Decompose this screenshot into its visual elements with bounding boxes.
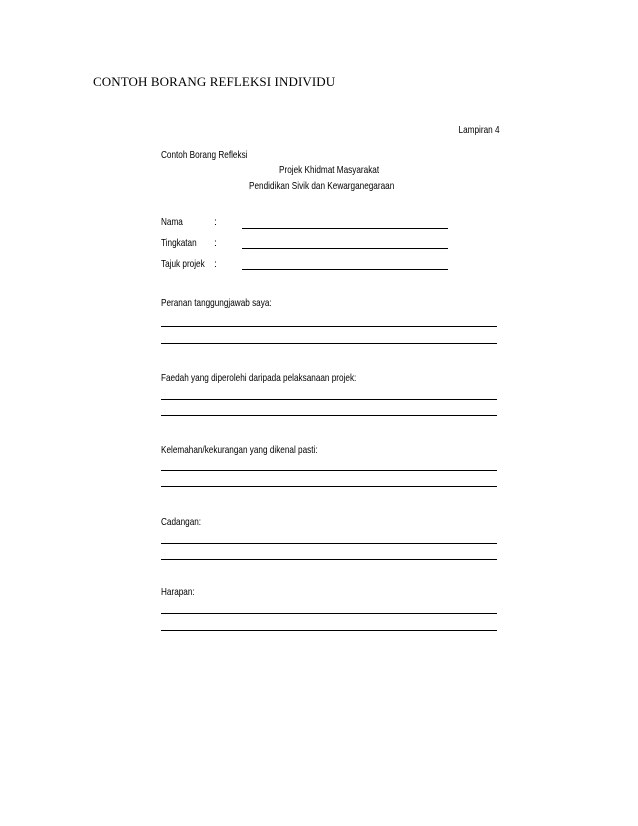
- answer-line[interactable]: [161, 399, 497, 400]
- appendix-label: Lampiran 4: [459, 124, 500, 136]
- answer-line[interactable]: [161, 630, 497, 631]
- section-label: Cadangan:: [161, 516, 202, 528]
- field-label: Tajuk projek: [161, 258, 205, 270]
- project-title: Projek Khidmat Masyarakat: [279, 164, 380, 176]
- section-label: Harapan:: [161, 586, 195, 598]
- section-label: Kelemahan/kekurangan yang dikenal pasti:: [161, 444, 318, 456]
- document-heading: CONTOH BORANG REFLEKSI INDIVIDU: [93, 74, 336, 89]
- tajuk-projek-input-line[interactable]: [242, 269, 448, 270]
- section-label: Peranan tanggungjawab saya:: [161, 297, 272, 309]
- section-label: Faedah yang diperolehi daripada pelaksanaan projek:: [161, 372, 357, 384]
- field-label: Nama: [161, 216, 183, 228]
- subject-title: Pendidikan Sivik dan Kewarganegaraan: [249, 180, 395, 192]
- answer-line[interactable]: [161, 470, 497, 471]
- answer-line[interactable]: [161, 486, 497, 487]
- form-title: Contoh Borang Refleksi: [161, 149, 248, 161]
- answer-line[interactable]: [161, 613, 497, 614]
- field-label: Tingkatan: [161, 237, 197, 249]
- field-colon: :: [214, 258, 217, 270]
- tingkatan-input-line[interactable]: [242, 248, 448, 249]
- answer-line[interactable]: [161, 415, 497, 416]
- field-colon: :: [214, 237, 217, 249]
- answer-line[interactable]: [161, 543, 497, 544]
- nama-input-line[interactable]: [242, 228, 448, 229]
- answer-line[interactable]: [161, 326, 497, 327]
- answer-line[interactable]: [161, 343, 497, 344]
- answer-line[interactable]: [161, 559, 497, 560]
- field-colon: :: [214, 216, 217, 228]
